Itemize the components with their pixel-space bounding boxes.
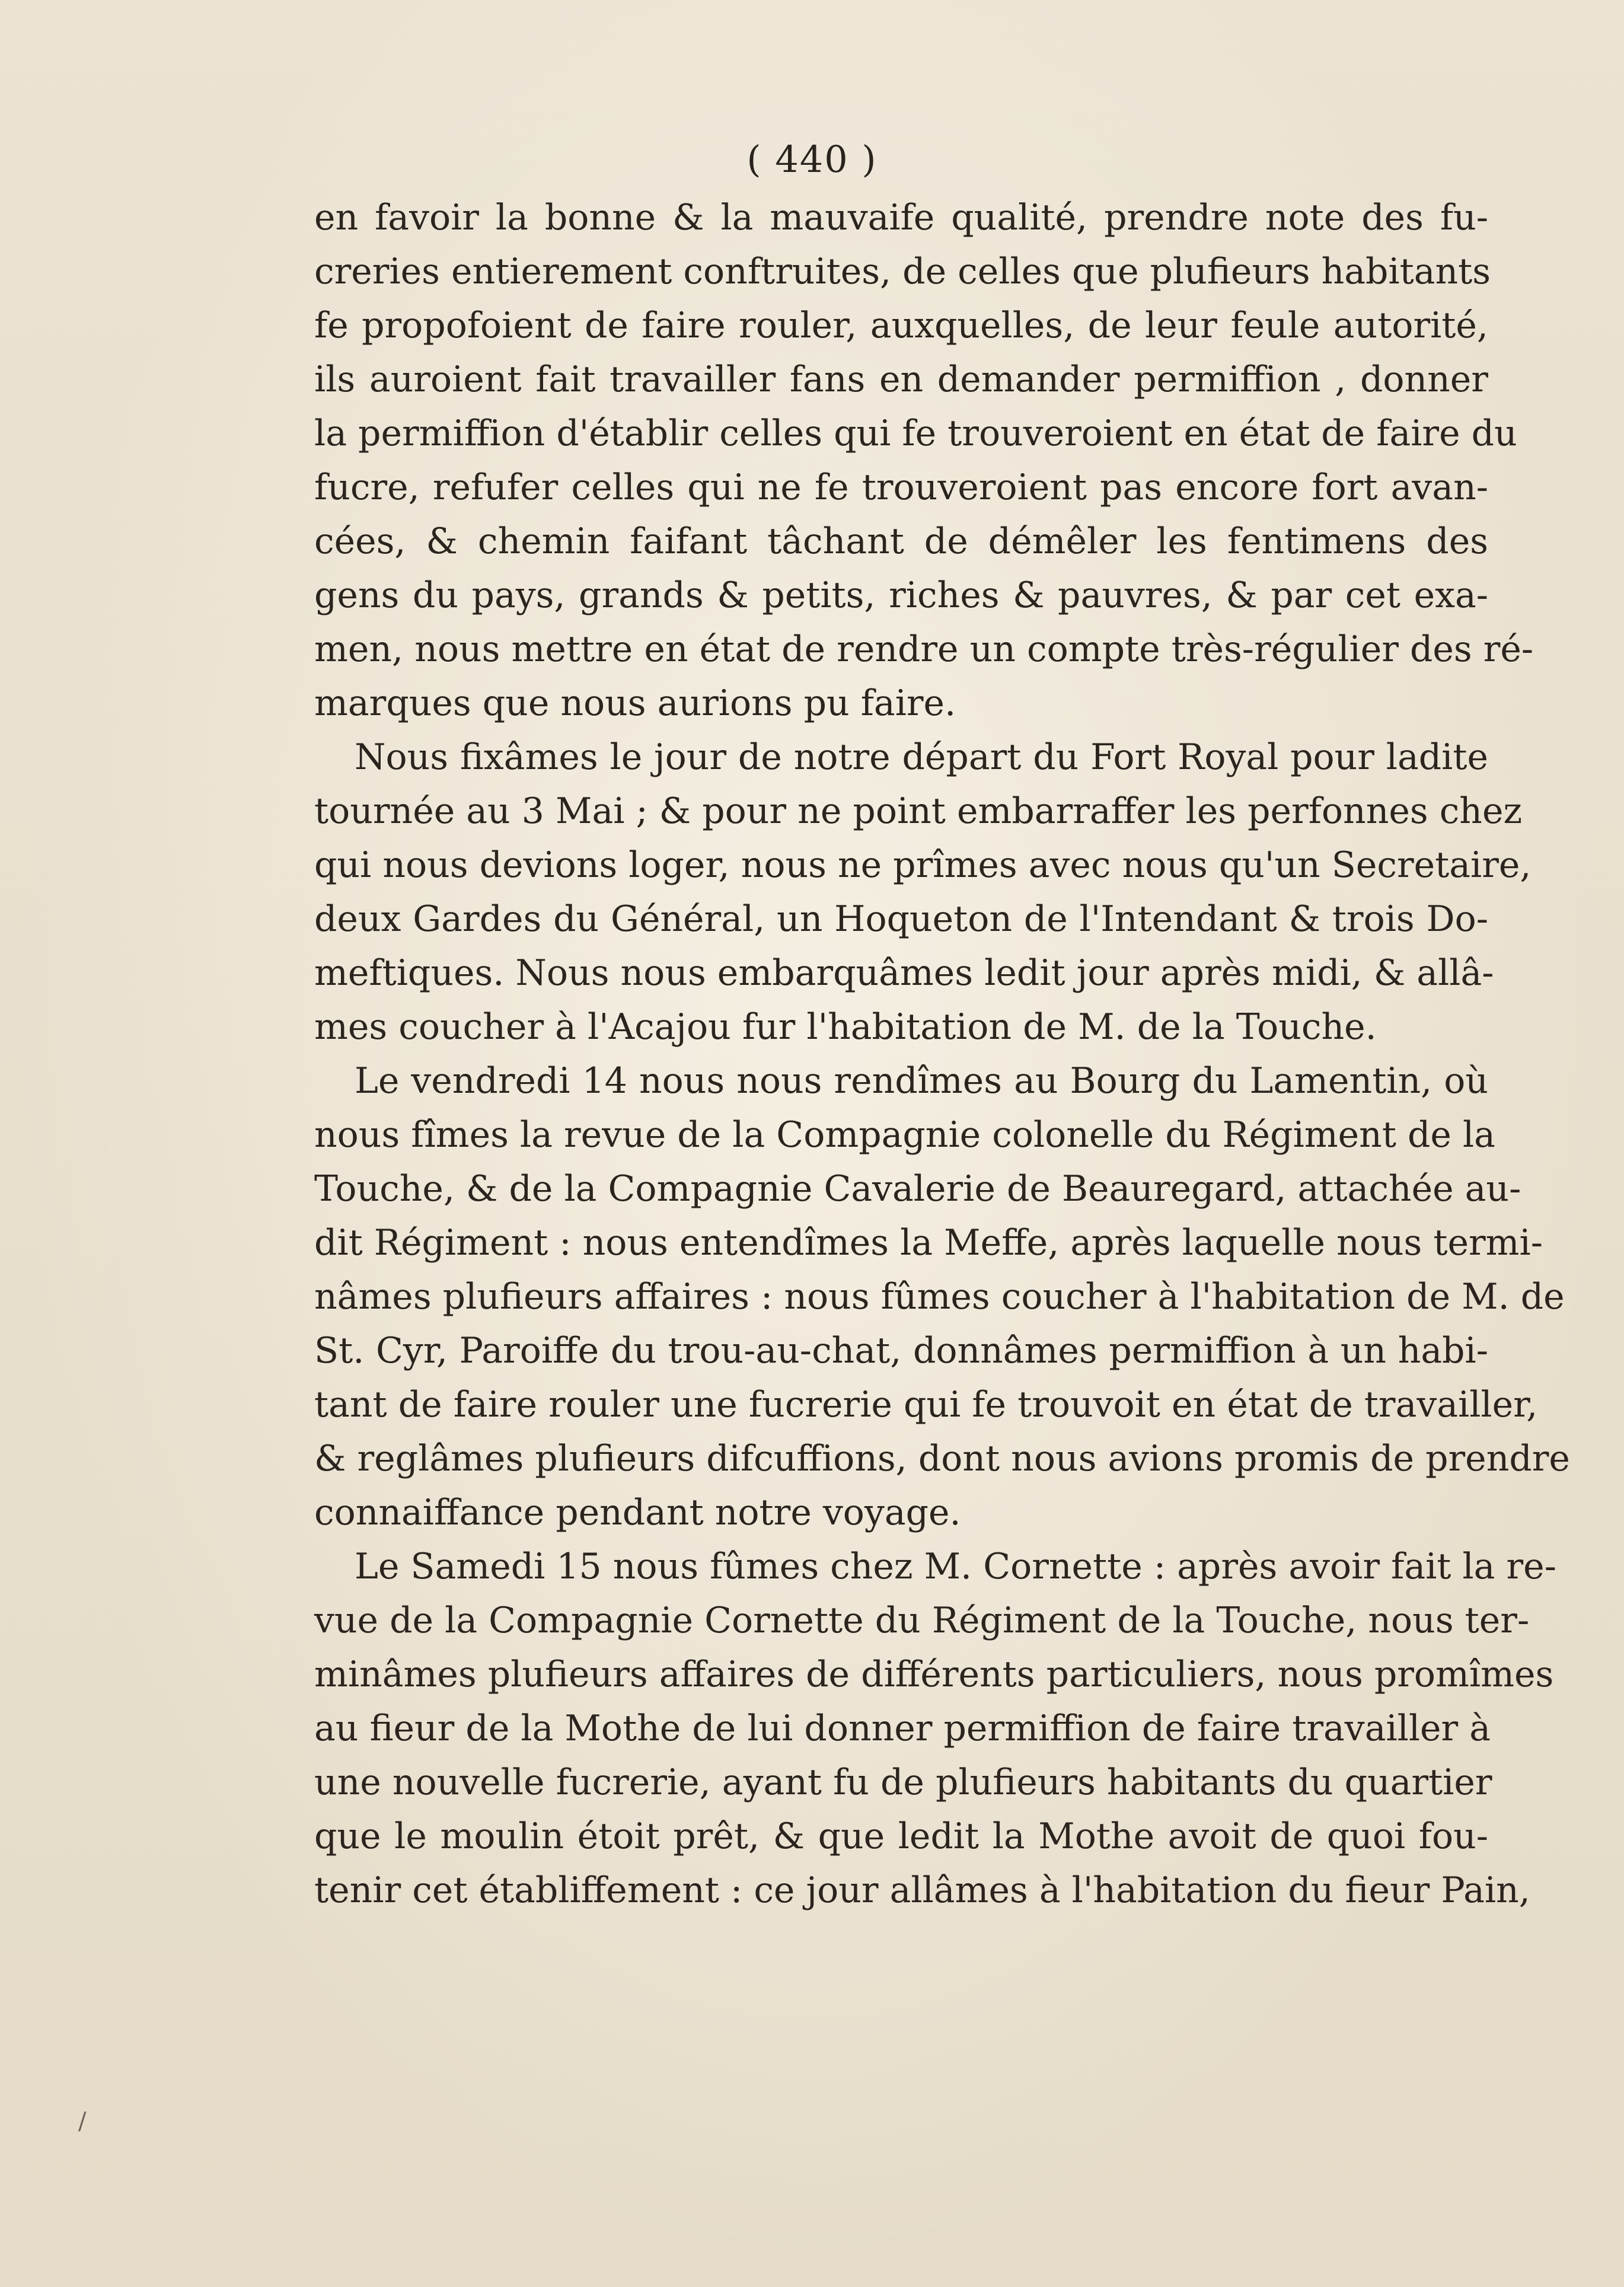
text-line: la permiffion d'établir celles qui fe trouveroient en état de faire du — [314, 413, 1517, 454]
text-line: au fieur de la Mothe de lui donner permiffion de faire travailler à — [314, 1708, 1491, 1749]
text-line: meftiques. Nous nous embarquâmes ledit jour après midi, & allâ- — [314, 952, 1494, 994]
text-line: que le moulin étoit prêt, & que ledit la Mothe avoit de quoi fou- — [314, 1816, 1488, 1857]
text-line: marques que nous aurions pu faire. — [314, 682, 956, 724]
text-line: & reglâmes plufieurs difcuffions, dont nous avions promis de prendre — [314, 1438, 1570, 1479]
text-line: Le vendredi 14 nous nous rendîmes au Bourg du Lamentin, où — [355, 1060, 1488, 1102]
text-line: gens du pays, grands & petits, riches & pauvres, & par cet exa- — [314, 575, 1488, 616]
text-line: une nouvelle fucrerie, ayant fu de plufieurs habitants du quartier — [314, 1762, 1492, 1803]
text-line: nâmes plufieurs affaires : nous fûmes coucher à l'habitation de M. de — [314, 1276, 1565, 1318]
text-line: dit Régiment : nous entendîmes la Meffe, après laquelle nous termi- — [314, 1222, 1543, 1264]
text-line: ils auroient fait travailler fans en demander permiffion , donner — [314, 359, 1488, 400]
text-line: vue de la Compagnie Cornette du Régiment de la Touche, nous ter- — [314, 1600, 1530, 1641]
text-line: fucre, refufer celles qui ne fe trouveroient pas encore fort avan- — [314, 467, 1488, 508]
text-line: minâmes plufieurs affaires de différents particuliers, nous promîmes — [314, 1654, 1554, 1695]
margin-pencil-mark: / — [78, 2108, 87, 2135]
text-line: tenir cet établiffement : ce jour allâmes à l'habitation du fieur Pain, — [314, 1870, 1530, 1911]
text-line: tant de faire rouler une fucrerie qui fe trouvoit en état de travailler, — [314, 1384, 1538, 1425]
text-line: deux Gardes du Général, un Hoqueton de l'Intendant & trois Do- — [314, 898, 1488, 940]
paragraph-2 — [314, 731, 1532, 1054]
text-line: men, nous mettre en état de rendre un compte très-régulier des ré- — [314, 629, 1534, 670]
paragraph-1 — [314, 191, 1534, 731]
text-line: fe propofoient de faire rouler, auxquelles, de leur feule autorité, — [314, 305, 1488, 346]
text-line: nous fîmes la revue de la Compagnie colonelle du Régiment de la — [314, 1114, 1495, 1156]
text-line: St. Cyr, Paroiffe du trou-au-chat, donnâmes permiffion à un habi- — [314, 1330, 1488, 1371]
text-line: creries entierement conftruites, de celles que plufieurs habitants — [314, 251, 1491, 292]
text-line: qui nous devions loger, nous ne prîmes avec nous qu'un Secretaire, — [314, 844, 1532, 886]
text-line: cées, & chemin faifant tâchant de démêler les fentimens des — [314, 521, 1488, 562]
text-line: Le Samedi 15 nous fûmes chez M. Cornette : après avoir fait la re- — [355, 1546, 1556, 1587]
text-line: en favoir la bonne & la mauvaife qualité, prendre note des fu- — [314, 197, 1488, 238]
text-line: mes coucher à l'Acajou fur l'habitation de M. de la Touche. — [314, 1006, 1377, 1048]
body-text — [314, 191, 1570, 1918]
text-line: Nous fixâmes le jour de notre départ du Fort Royal pour ladite — [355, 736, 1488, 778]
paragraph-4 — [314, 1540, 1556, 1918]
text-line: connaiffance pendant notre voyage. — [314, 1492, 961, 1533]
text-line: tournée au 3 Mai ; & pour ne point embarraffer les perfonnes chez — [314, 790, 1523, 832]
page-number-header: ( 440 ) — [746, 138, 878, 181]
paragraph-3 — [314, 1054, 1570, 1540]
text-line: Touche, & de la Compagnie Cavalerie de Beauregard, attachée au- — [314, 1168, 1521, 1210]
